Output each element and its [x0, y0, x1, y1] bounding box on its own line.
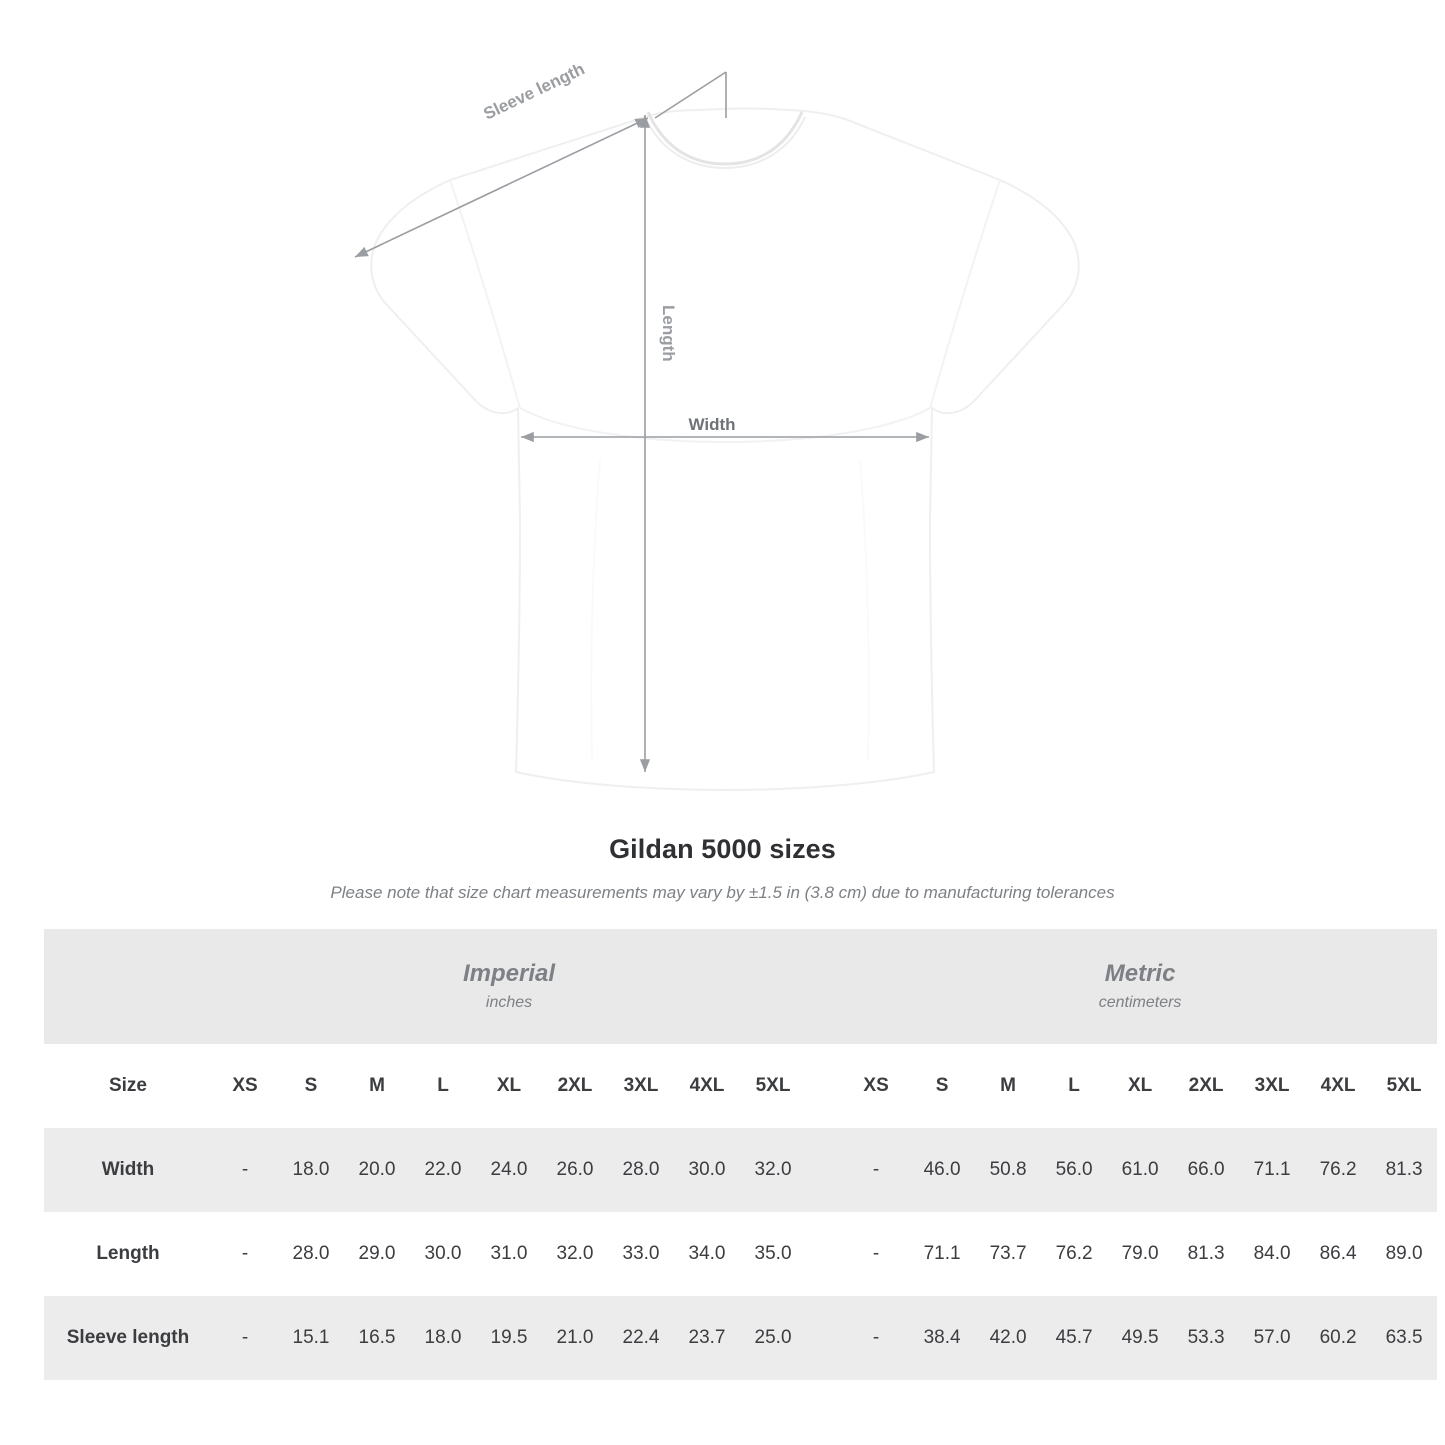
cell-metric-4xl: 76.2: [1305, 1128, 1371, 1212]
title-block: [0, 834, 1445, 903]
cell-metric-3xl: 71.1: [1239, 1128, 1305, 1212]
cell-imperial-xs: -: [212, 1128, 278, 1212]
size-header-imperial-5xl: 5XL: [740, 1044, 806, 1128]
width-label: Width: [688, 415, 736, 434]
row-label-sleeve-length: Sleeve length: [44, 1296, 212, 1380]
size-header-imperial-l: L: [410, 1044, 476, 1128]
size-header-imperial-4xl: 4XL: [674, 1044, 740, 1128]
tshirt-graphic: [371, 109, 1078, 791]
cell-metric-l: 56.0: [1041, 1128, 1107, 1212]
cell-imperial-xs: -: [212, 1212, 278, 1296]
size-header-gap: [806, 1044, 843, 1128]
cell-metric-m: 50.8: [975, 1128, 1041, 1212]
size-header-metric-4xl: 4XL: [1305, 1044, 1371, 1128]
cell-metric-xs: -: [843, 1212, 909, 1296]
cell-imperial-5xl: 35.0: [740, 1212, 806, 1296]
cell-imperial-m: 16.5: [344, 1296, 410, 1380]
size-header-imperial-m: M: [344, 1044, 410, 1128]
unit-header-imperial: [212, 929, 806, 1044]
cell-imperial-2xl: 26.0: [542, 1128, 608, 1212]
unit-header-imperial-subtitle: inches: [485, 993, 533, 1011]
cell-imperial-l: 18.0: [410, 1296, 476, 1380]
size-header-metric-m: M: [975, 1044, 1041, 1128]
cell-metric-2xl: 81.3: [1173, 1212, 1239, 1296]
cell-imperial-xl: 19.5: [476, 1296, 542, 1380]
cell-metric-4xl: 60.2: [1305, 1296, 1371, 1380]
unit-header-metric-subtitle: centimeters: [1098, 993, 1182, 1011]
cell-imperial-5xl: 25.0: [740, 1296, 806, 1380]
size-header-imperial-s: S: [278, 1044, 344, 1128]
cell-metric-s: 38.4: [909, 1296, 975, 1380]
size-header-imperial-2xl: 2XL: [542, 1044, 608, 1128]
cell-metric-xl: 61.0: [1107, 1128, 1173, 1212]
cell-metric-5xl: 63.5: [1371, 1296, 1437, 1380]
cell-metric-3xl: 57.0: [1239, 1296, 1305, 1380]
cell-metric-5xl: 89.0: [1371, 1212, 1437, 1296]
size-header-metric-5xl: 5XL: [1371, 1044, 1437, 1128]
size-table-wrapper: [44, 929, 1423, 1380]
unit-header-blank: [44, 929, 212, 1044]
size-header-imperial-3xl: 3XL: [608, 1044, 674, 1128]
cell-imperial-xl: 24.0: [476, 1128, 542, 1212]
table-row: [44, 1128, 1437, 1212]
sleeve-length-label: Sleeve length: [480, 59, 588, 124]
unit-header-metric: [843, 929, 1437, 1044]
tolerance-note: Please note that size chart measurements may vary by ±1.5 in (3.8 cm) due to manufacturing tolerances: [330, 883, 1115, 902]
cell-metric-m: 42.0: [975, 1296, 1041, 1380]
cell-imperial-m: 29.0: [344, 1212, 410, 1296]
size-header-row: [44, 1044, 1437, 1128]
cell-imperial-l: 30.0: [410, 1212, 476, 1296]
cell-metric-l: 45.7: [1041, 1296, 1107, 1380]
cell-metric-m: 73.7: [975, 1212, 1041, 1296]
cell-imperial-2xl: 21.0: [542, 1296, 608, 1380]
row-gap: [806, 1296, 843, 1380]
size-header-label: Size: [44, 1044, 212, 1128]
unit-header-row: [44, 929, 1437, 1044]
cell-imperial-s: 28.0: [278, 1212, 344, 1296]
size-header-metric-l: L: [1041, 1044, 1107, 1128]
cell-metric-xl: 49.5: [1107, 1296, 1173, 1380]
size-header-metric-2xl: 2XL: [1173, 1044, 1239, 1128]
cell-metric-s: 71.1: [909, 1212, 975, 1296]
cell-imperial-4xl: 30.0: [674, 1128, 740, 1212]
size-table: [44, 929, 1437, 1380]
cell-metric-2xl: 53.3: [1173, 1296, 1239, 1380]
unit-header-gap: [806, 929, 843, 1044]
size-header-imperial-xl: XL: [476, 1044, 542, 1128]
row-label-width: Width: [44, 1128, 212, 1212]
cell-imperial-4xl: 34.0: [674, 1212, 740, 1296]
cell-metric-5xl: 81.3: [1371, 1128, 1437, 1212]
cell-metric-s: 46.0: [909, 1128, 975, 1212]
cell-imperial-4xl: 23.7: [674, 1296, 740, 1380]
row-gap: [806, 1212, 843, 1296]
size-header-metric-xl: XL: [1107, 1044, 1173, 1128]
cell-metric-xs: -: [843, 1128, 909, 1212]
cell-imperial-xl: 31.0: [476, 1212, 542, 1296]
row-label-length: Length: [44, 1212, 212, 1296]
unit-header-metric-title: Metric: [1104, 960, 1176, 988]
table-row: [44, 1212, 1437, 1296]
cell-metric-xs: -: [843, 1296, 909, 1380]
size-header-metric-s: S: [909, 1044, 975, 1128]
page-title: Gildan 5000 sizes: [609, 834, 836, 864]
cell-imperial-2xl: 32.0: [542, 1212, 608, 1296]
cell-imperial-5xl: 32.0: [740, 1128, 806, 1212]
cell-metric-3xl: 84.0: [1239, 1212, 1305, 1296]
cell-imperial-s: 15.1: [278, 1296, 344, 1380]
row-gap: [806, 1128, 843, 1212]
cell-imperial-3xl: 22.4: [608, 1296, 674, 1380]
size-header-metric-3xl: 3XL: [1239, 1044, 1305, 1128]
size-header-imperial-xs: XS: [212, 1044, 278, 1128]
cell-metric-l: 76.2: [1041, 1212, 1107, 1296]
table-row: [44, 1296, 1437, 1380]
cell-imperial-m: 20.0: [344, 1128, 410, 1212]
cell-imperial-3xl: 33.0: [608, 1212, 674, 1296]
length-label: Length: [659, 305, 678, 362]
cell-metric-4xl: 86.4: [1305, 1212, 1371, 1296]
cell-imperial-l: 22.0: [410, 1128, 476, 1212]
unit-header-imperial-title: Imperial: [463, 960, 556, 988]
cell-imperial-3xl: 28.0: [608, 1128, 674, 1212]
cell-imperial-s: 18.0: [278, 1128, 344, 1212]
size-header-metric-xs: XS: [843, 1044, 909, 1128]
cell-metric-xl: 79.0: [1107, 1212, 1173, 1296]
cell-imperial-xs: -: [212, 1296, 278, 1380]
cell-metric-2xl: 66.0: [1173, 1128, 1239, 1212]
